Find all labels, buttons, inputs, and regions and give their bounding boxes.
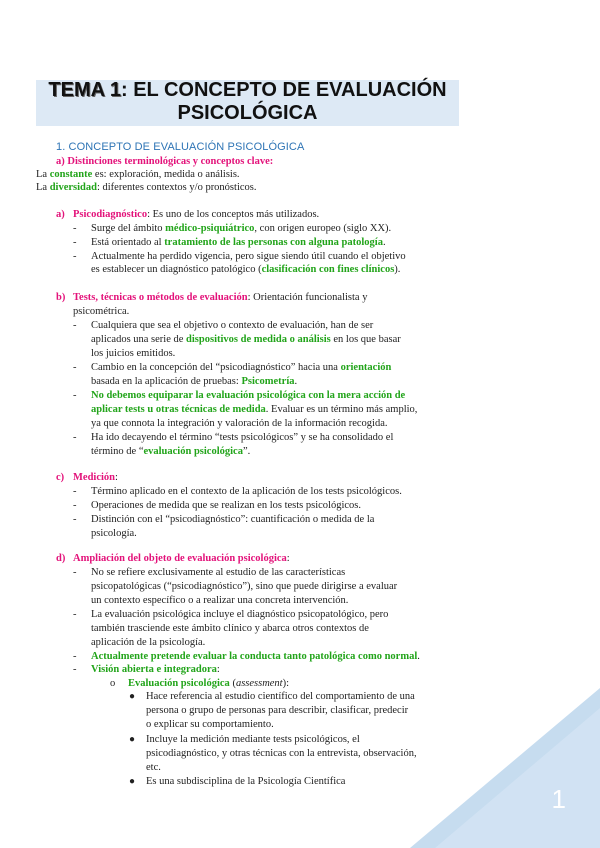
section-heading: 1. CONCEPTO DE EVALUACIÓN PSICOLÓGICA (56, 141, 305, 153)
item-b-bullet-cont: aplicados una serie de dispositivos de medida o análisis en los que basar (91, 334, 401, 345)
bullet-item: Hace referencia al estudio científico del comportamiento de una (146, 691, 415, 702)
item-b-heading: Tests, técnicas o métodos de evaluación: Orientación funcionalista y (73, 292, 368, 303)
item-a-bullet: Surge del ámbito médico-psiquiátrico, con origen europeo (siglo XX). (91, 223, 392, 234)
item-d-bullet-cont: también trasciende este ámbito clínico y abarca otros contextos de (91, 623, 369, 634)
item-b-marker: b) (56, 292, 66, 303)
item-c-bullet: Distinción con el “psicodiagnóstico”: cuantificación o medida de la (91, 514, 375, 525)
item-c-marker: c) (56, 472, 65, 483)
item-a-bullet: Está orientado al tratamiento de las personas con alguna patología. (91, 237, 386, 248)
page-title (36, 79, 459, 125)
item-d-bullet-cont: un contexto específico o a realizar una concreta intervención. (91, 595, 349, 606)
title-rest-2: PSICOLÓGICA (177, 102, 318, 124)
item-d-bullet: Visión abierta e integradora: (91, 664, 220, 675)
item-c-bullet-cont: psicología. (91, 528, 137, 539)
item-b-bullet-cont: basada en la aplicación de pruebas: Psicometría. (91, 376, 298, 387)
item-b-bullet: Cualquiera que sea el objetivo o contexto de evaluación, han de ser (91, 320, 374, 331)
item-b-bullet-cont: aplicar tests u otras técnicas de medida. Evaluar es un término más amplio, (91, 404, 418, 415)
item-a-bullet-cont: es establecer un diagnóstico patológico (clasificación con fines clínicos). (91, 264, 401, 275)
bullet-item-cont: etc. (146, 762, 161, 773)
bullet-item-cont: o explicar su comportamiento. (146, 719, 274, 730)
item-a-heading: Psicodiagnóstico: Es uno de los conceptos más utilizados. (73, 209, 320, 220)
page-corner-decoration (435, 708, 600, 848)
bullet-dot: ● (129, 776, 136, 787)
item-a-marker: a) (56, 209, 65, 220)
constante-line: La constante es: exploración, medida o análisis. (36, 169, 240, 180)
intro-subheading: a) Distinciones terminológicas y conceptos clave: (56, 156, 274, 167)
bullet-item-cont: persona o grupo de personas para describir, clasificar, predecir (146, 705, 409, 716)
item-d-bullet-cont: aplicación de la psicología. (91, 637, 206, 648)
sub-bullet-marker: o (110, 678, 116, 689)
item-d-bullet: Actualmente pretende evaluar la conducta tanto patológica como normal. (91, 651, 420, 662)
diversidad-line: La diversidad: diferentes contextos y/o pronósticos. (36, 182, 257, 193)
item-d-bullet: La evaluación psicológica incluye el diagnóstico psicopatológico, pero (91, 609, 389, 620)
item-b-bullet-cont: ya que connota la integración y valoración de la información recogida. (91, 418, 388, 429)
bullet-item-cont: psicodiagnóstico, y otras técnicas con la entrevista, observación, (146, 748, 417, 759)
title-rest-1: : EL CONCEPTO DE EVALUACIÓN (121, 79, 447, 101)
item-d-bullet-cont: psicopatológicas (“psicodiagnóstico”), sino que puede dirigirse a evaluar (91, 581, 398, 592)
item-b-bullet: Ha ido decayendo el término “tests psicológicos” y se ha consolidado el (91, 432, 394, 443)
item-b-bullet-cont: término de “evaluación psicológica”. (91, 446, 251, 457)
item-c-bullet: Término aplicado en el contexto de la aplicación de los tests psicológicos. (91, 486, 402, 497)
bullet-item: Es una subdisciplina de la Psicología Científica (146, 776, 346, 787)
bullet-dot: ● (129, 734, 136, 745)
bullet-item: Incluye la medición mediante tests psicológicos, el (146, 734, 360, 745)
item-d-marker: d) (56, 553, 66, 564)
item-b-bullet-cont: los juicios emitidos. (91, 348, 176, 359)
bullet-dot: ● (129, 691, 136, 702)
item-b-heading-cont: psicométrica. (73, 306, 130, 317)
item-d-bullet: No se refiere exclusivamente al estudio de las características (91, 567, 346, 578)
item-a-bullet: Actualmente ha perdido vigencia, pero sigue siendo útil cuando el objetivo (91, 251, 406, 262)
item-b-bullet: No debemos equiparar la evaluación psicológica con la mera acción de (91, 390, 406, 401)
item-b-bullet: Cambio en la concepción del “psicodiagnóstico” hacia una orientación (91, 362, 392, 373)
page-number: 1 (551, 784, 566, 814)
item-c-heading: Medición: (73, 472, 118, 483)
item-c-bullet: Operaciones de medida que se realizan en los tests psicológicos. (91, 500, 361, 511)
title-bold: TEMA 1 (48, 79, 121, 101)
item-d-heading: Ampliación del objeto de evaluación psicológica: (73, 553, 290, 564)
sub-bullet-heading: Evaluación psicológica (assessment): (128, 678, 290, 689)
